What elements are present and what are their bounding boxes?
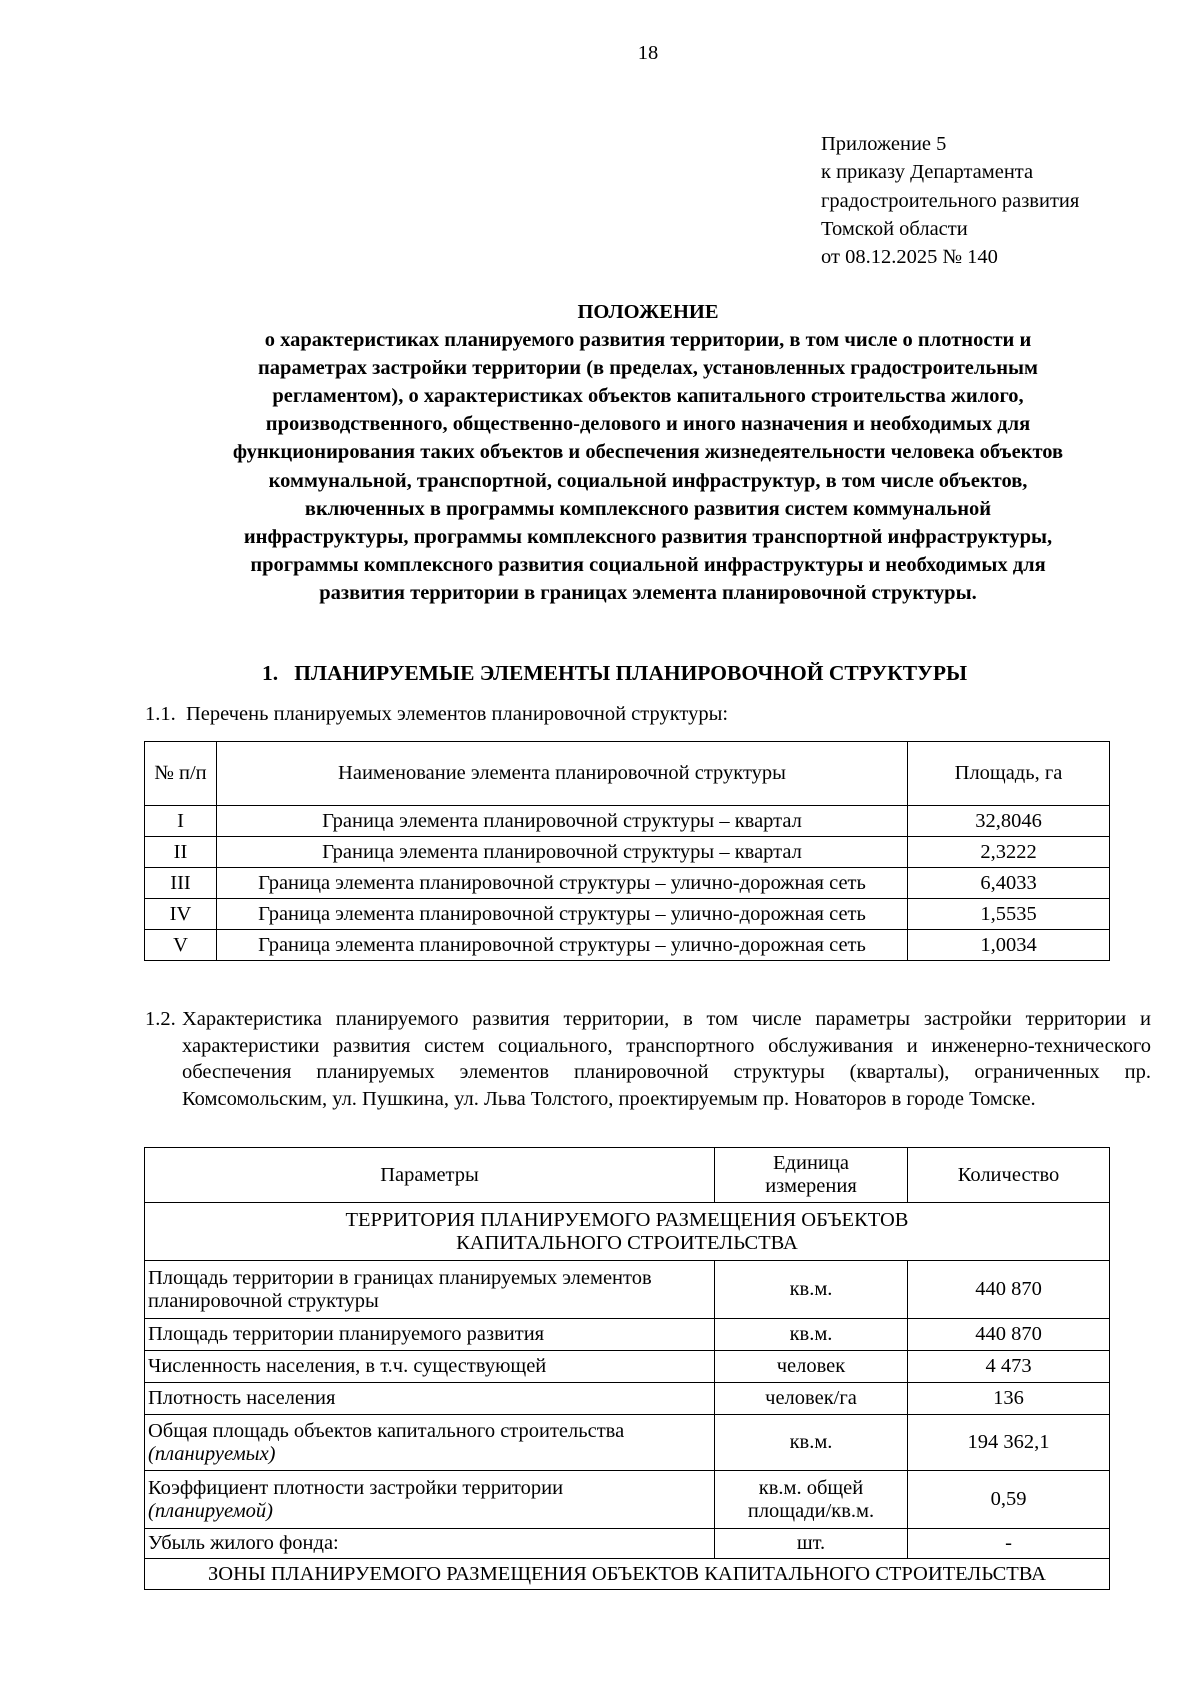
header-cell: Количество (908, 1148, 1110, 1203)
table-row (145, 1319, 1110, 1351)
title-line: включенных в программы комплексного развития систем коммунальной (304, 497, 992, 520)
paragraph-text: Характеристика планируемого развития территории, в том числе параметры застройки территории и характеристики развития систем социального, транспортного обслуживания и инженерно-технического обеспечения планируемых элементов планировочной структуры (кварталы), ограниченных пр. Комсомольским, ул. Пушкина, ул. Льва Толстого, проектируемым пр. Новаторов в городе Томске. (182, 1008, 1151, 1111)
cell: IV (145, 899, 217, 930)
cell: II (145, 837, 217, 868)
section-row (145, 1559, 1110, 1590)
title-line: функционирования таких объектов и обеспечения жизнедеятельности человека объектов (232, 441, 1064, 464)
appendix-line: от 08.12.2025 № 140 (821, 246, 998, 269)
paragraph-1-1: 1.1. Перечень планируемых элементов планировочной структуры: (145, 703, 729, 725)
cell: Граница элемента планировочной структуры – улично-дорожная сеть (217, 868, 908, 899)
unit-cell: шт. (715, 1529, 908, 1559)
title-line: коммунальной, транспортной, социальной инфраструктур, в том числе объектов, (268, 469, 1028, 492)
param-cell: Площадь территории в границах планируемых элементов планировочной структуры (145, 1261, 715, 1319)
appendix-line: градостроительного развития (821, 189, 1080, 212)
param-cell: Убыль жилого фонда: (145, 1529, 715, 1559)
unit-cell: человек/га (715, 1383, 908, 1415)
table-row (145, 806, 1110, 837)
title-line: программы комплексного развития социальной инфраструктуры и необходимых для (250, 553, 1046, 576)
section-cell: ЗОНЫ ПЛАНИРУЕМОГО РАЗМЕЩЕНИЯ ОБЪЕКТОВ КАПИТАЛЬНОГО СТРОИТЕЛЬСТВА (145, 1559, 1110, 1590)
param-cell: Плотность населения (145, 1383, 715, 1415)
cell: 32,8046 (908, 806, 1110, 837)
value-cell: 4 473 (908, 1351, 1110, 1383)
parameters-table (144, 1147, 1110, 1590)
param-text: Общая площадь объектов капитального строительства (148, 1419, 625, 1442)
header-cell: Наименование элемента планировочной структуры (217, 742, 908, 806)
title-line: параметрах застройки территории (в пределах, установленных градостроительным (257, 357, 1038, 380)
appendix-block (821, 130, 1079, 271)
cell: Граница элемента планировочной структуры – улично-дорожная сеть (217, 930, 908, 961)
value-cell: 440 870 (908, 1261, 1110, 1319)
appendix-line: к приказу Департамента (821, 161, 1034, 184)
value-cell: - (908, 1529, 1110, 1559)
header-cell: Площадь, га (908, 742, 1110, 806)
value-cell: 194 362,1 (908, 1415, 1110, 1471)
table-row (145, 1383, 1110, 1415)
table-row (145, 1471, 1110, 1529)
paragraph-1-2 (145, 1006, 1151, 1113)
param-cell: Площадь территории планируемого развития (145, 1319, 715, 1351)
title-line: о характеристиках планируемого развития территории, в том числе о плотности и (264, 329, 1032, 352)
title-line: инфраструктуры, программы комплексного развития транспортной инфраструктуры, (243, 525, 1053, 548)
param-cell: Численность населения, в т.ч. существующей (145, 1351, 715, 1383)
cell: 1,0034 (908, 930, 1110, 961)
table-row (145, 1351, 1110, 1383)
unit-cell: кв.м. (715, 1319, 908, 1351)
table-header-row (145, 742, 1110, 806)
cell: III (145, 868, 217, 899)
appendix-line: Приложение 5 (821, 133, 947, 155)
unit-cell: кв.м. общей площади/кв.м. (715, 1471, 908, 1529)
section-row (145, 1203, 1110, 1261)
page-number: 18 (637, 42, 659, 64)
param-cell (145, 1471, 715, 1529)
cell: 1,5535 (908, 899, 1110, 930)
cell: 2,3222 (908, 837, 1110, 868)
section-heading: 1. ПЛАНИРУЕМЫЕ ЭЛЕМЕНТЫ ПЛАНИРОВОЧНОЙ СТРУКТУРЫ (262, 661, 968, 685)
unit-cell: кв.м. (715, 1415, 908, 1471)
appendix-line: Томской области (821, 217, 968, 240)
title-line: регламентом), о характеристиках объектов капитального строительства жилого, (272, 385, 1024, 408)
table-row (145, 899, 1110, 930)
value-cell: 136 (908, 1383, 1110, 1415)
document-title (130, 298, 1166, 607)
planning-elements-table (144, 741, 1110, 961)
table-row (145, 868, 1110, 899)
header-cell: Единица измерения (715, 1148, 908, 1203)
cell: 6,4033 (908, 868, 1110, 899)
cell: Граница элемента планировочной структуры – улично-дорожная сеть (217, 899, 908, 930)
cell: Граница элемента планировочной структуры – квартал (217, 806, 908, 837)
cell: V (145, 930, 217, 961)
param-text: Коэффициент плотности застройки территории (148, 1476, 564, 1499)
header-cell: Параметры (145, 1148, 715, 1203)
title-line: производственного, общественно-делового и иного назначения и необходимых для (265, 413, 1031, 436)
table-row (145, 1261, 1110, 1319)
table-row (145, 1529, 1110, 1559)
table-row (145, 930, 1110, 961)
unit-cell: кв.м. (715, 1261, 908, 1319)
title-heading: ПОЛОЖЕНИЕ (577, 301, 719, 323)
header-cell: № п/п (145, 742, 217, 806)
title-line: развития территории в границах элемента планировочной структуры. (319, 581, 977, 604)
param-note: (планируемой) (148, 1499, 274, 1522)
cell: I (145, 806, 217, 837)
section-cell: ТЕРРИТОРИЯ ПЛАНИРУЕМОГО РАЗМЕЩЕНИЯ ОБЪЕКТОВ КАПИТАЛЬНОГО СТРОИТЕЛЬСТВА (145, 1203, 1110, 1261)
table-row (145, 837, 1110, 868)
value-cell: 0,59 (908, 1471, 1110, 1529)
table-header-row (145, 1148, 1110, 1203)
paragraph-number: 1.2. (145, 1008, 176, 1030)
unit-cell: человек (715, 1351, 908, 1383)
cell: Граница элемента планировочной структуры – квартал (217, 837, 908, 868)
table-row (145, 1415, 1110, 1471)
param-cell (145, 1415, 715, 1471)
value-cell: 440 870 (908, 1319, 1110, 1351)
param-note: (планируемых) (148, 1442, 276, 1465)
